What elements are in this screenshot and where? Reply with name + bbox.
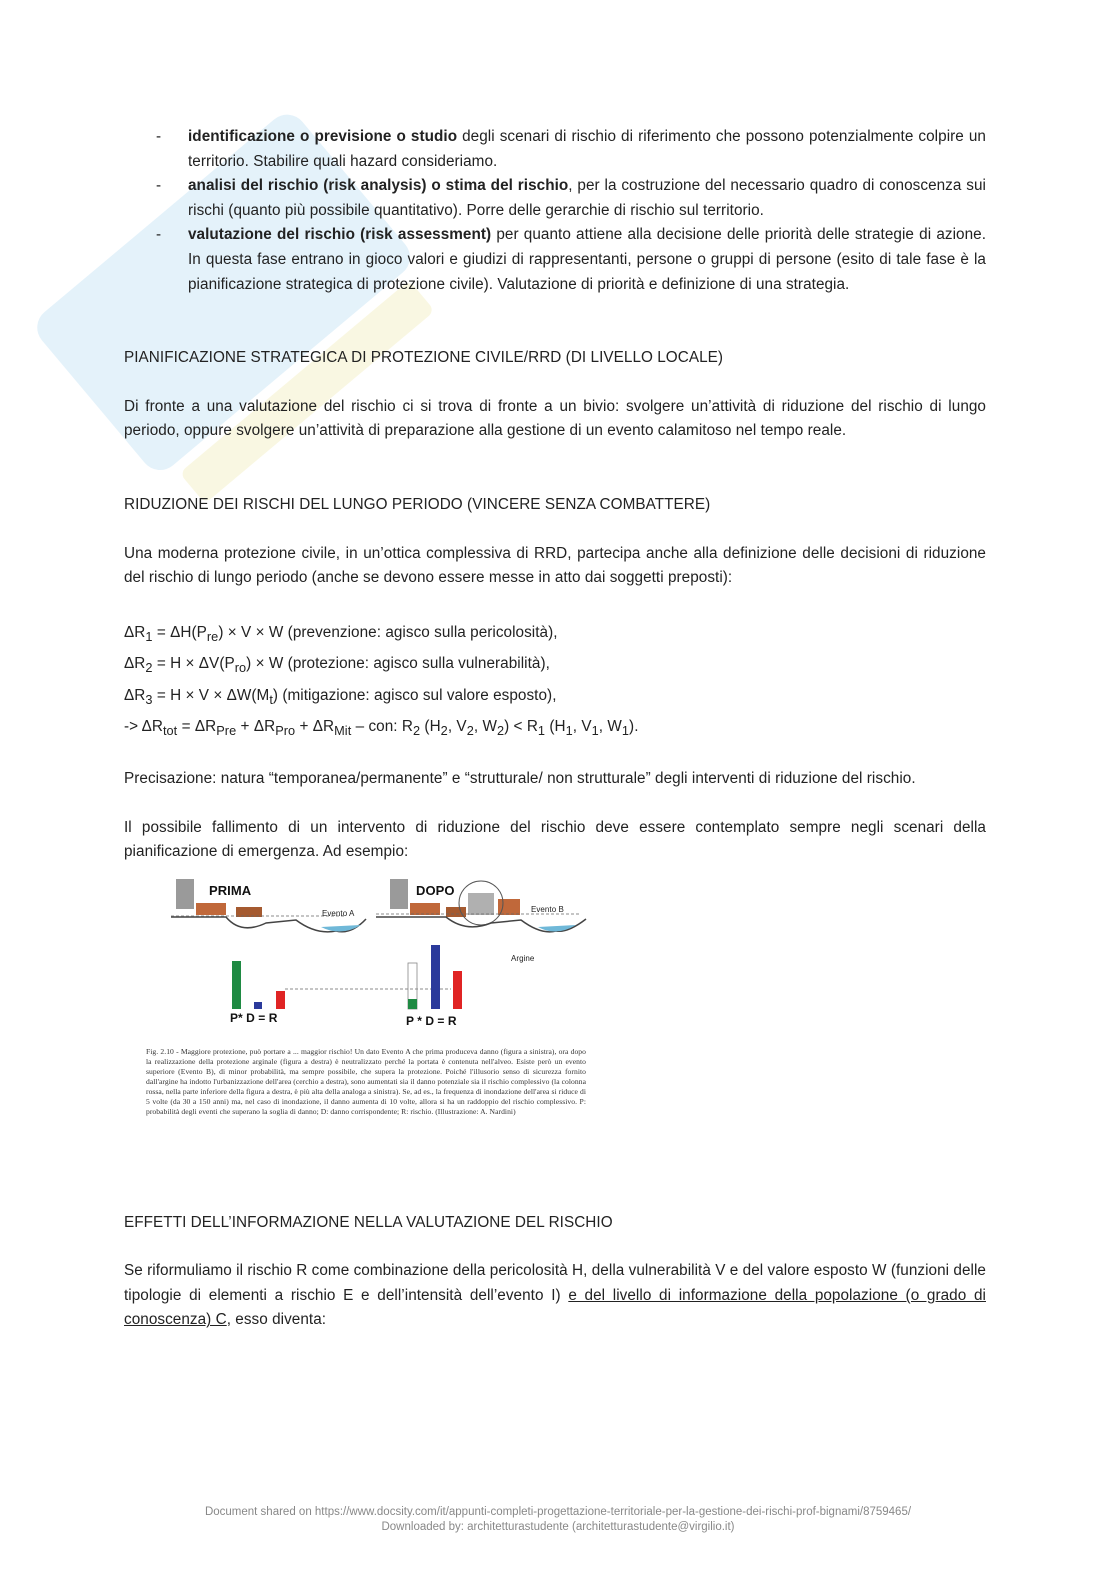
house-icon	[196, 903, 226, 915]
bullet-dash: -	[156, 226, 162, 244]
formula-protezione: $\Delta R_2 = H \times \Delta V(P_{ro}) \times W$ (protezione: agisco sulla vulnerabilità),	[124, 655, 550, 676]
formula-mitigazione: $\Delta R_3 = H \times V \times \Delta W(M_t)$ (mitigazione: agisco sul valore esposto),	[124, 686, 557, 707]
formula-block	[124, 619, 986, 745]
section-heading-pianificazione: PIANIFICAZIONE STRATEGICA DI PROTEZIONE CIVILE/RRD (DI LIVELLO LOCALE)	[124, 349, 724, 367]
bar-r-dopo	[453, 971, 462, 1009]
figure-illustration	[146, 875, 636, 1047]
paragraph-riformuliamo: Se riformuliamo il rischio R come combinazione della pericolosità H, della vulnerabilità V e del valore esposto W (funzioni delle tipologie di elementi a rischio E e dell’intensità dell’evento I) e del livello di informazione della popolazione (o grado di conoscenza) C, esso diventa:	[124, 1262, 986, 1329]
factory-icon	[468, 893, 494, 915]
list-item-text: degli scenari di rischio di riferimento che possono potenzialmente colpire un territorio. Stabilire quali hazard consideriamo.	[188, 128, 986, 170]
section-heading-riduzione: RIDUZIONE DEI RISCHI DEL LUNGO PERIODO (VINCERE SENZA COMBATTERE)	[124, 495, 711, 513]
list-item	[124, 125, 986, 174]
formula-right: P * D = R	[406, 1013, 457, 1028]
label-dopo: DOPO	[416, 882, 455, 898]
house-icon	[236, 907, 262, 917]
house-icon	[410, 903, 440, 915]
footer-downloaded-by: Downloaded by: architetturastudente (architetturastudente@virgilio.it)	[381, 1521, 735, 1533]
bar-p-dopo	[408, 999, 417, 1009]
building-icon	[176, 879, 194, 909]
bar-d-prima	[254, 1002, 262, 1009]
figure-caption: Fig. 2.10 - Maggiore protezione, può portare a ... maggior rischio! Un dato Evento A che prima produceva danno (figura a sinistra), ora dopo la realizzazione della protezione arginale (figura a destra) è neutralizzato perché la portata è contenuta nell'alveo. Esiste però un evento superiore (Evento B), di minor probabilità, ma sempre possibile, che supera la protezione. Poiché l'illusorio senso di sicurezza fornito dall'argine ha indotto l'urbanizzazione dell'area (cerchio a destra), sono aumentati sia il danno potenziale sia il rischio complessivo (la colonna rossa, nella parte inferiore della figura a destra, è più alta della analoga a sinistra). Se, ad es., la frequenza di inondazione dell'area si riduce di 5 volte (da 30 a 150 anni) ma, nel caso di inondazione, il danno aumenta di 10 volte, allora si ha un raddoppio del rischio complessivo. P: probabilità degli eventi che superano la soglia di danno; D: danno corrispondente; R: rischio. (Illustrazione: A. Nardini)	[146, 1046, 586, 1116]
paragraph-precisazione: Precisazione: natura “temporanea/permanente” e “strutturale/ non strutturale” degli interventi di riduzione del rischio.	[124, 769, 916, 787]
bullet-dash: -	[156, 177, 162, 195]
formula-left: P* D = R	[230, 1010, 278, 1025]
paragraph-bivio: Di fronte a una valutazione del rischio ci si trova di fronte a un bivio: svolgere un’attività di riduzione del rischio di lungo periodo, oppure svolgere un’attività di preparazione alla gestione di un evento calamitoso nel tempo reale.	[124, 397, 986, 440]
label-evento-a: Evento A	[322, 908, 355, 918]
formula-prevenzione: $\Delta R_1 = \Delta H(P_{re}) \times V \times W$ (prevenzione: agisco sulla pericolosità),	[124, 623, 558, 644]
risk-process-list	[124, 125, 986, 297]
list-item-bold: identificazione o previsione o studio	[188, 128, 458, 145]
list-item	[124, 174, 986, 223]
formula-totale: -> $\Delta R_{tot} = \Delta R_{Pre} + \Delta R_{Pro} + \Delta R_{Mit}$ – con: $R_2$ ($H_2$, $V_2$, $W_2) < R_1$ ($H_1$, $V_1$, $W_1$).	[124, 718, 639, 739]
bar-d-dopo	[431, 945, 440, 1009]
label-prima: PRIMA	[209, 882, 252, 898]
section-heading-effetti: EFFETTI DELL’INFORMAZIONE NELLA VALUTAZIONE DEL RISCHIO	[124, 1213, 613, 1231]
label-argine: Argine	[511, 953, 535, 963]
building-icon	[390, 879, 408, 909]
bar-r-prima	[276, 991, 285, 1009]
page-content	[124, 125, 986, 1333]
underlined-text: e del livello di informazione della popolazione (o grado di conoscenza) C	[124, 1286, 986, 1329]
list-item-bold: valutazione del rischio (risk assessment)	[188, 226, 492, 244]
page-footer	[0, 1505, 1116, 1535]
label-evento-b: Evento B	[531, 904, 564, 914]
bullet-dash: -	[156, 128, 162, 145]
footer-shared-link: Document shared on https://www.docsity.com/it/appunti-completi-progettazione-territoriale-per-la-gestione-dei-rischi-prof-bignami/8759465/	[204, 1506, 912, 1518]
list-item-text: , per la costruzione del necessario quadro di conoscenza sui rischi (quanto più possibile quantitativo). Porre delle gerarchie di rischio sul territorio.	[188, 177, 986, 219]
figure-prima-dopo	[146, 875, 636, 1135]
list-item	[124, 223, 986, 297]
bar-p-prima	[232, 961, 241, 1009]
paragraph-moderna-protezione: Una moderna protezione civile, in un’ottica complessiva di RRD, partecipa anche alla definizione delle decisioni di riduzione del rischio di lungo periodo (anche se devono essere messe in atto dai soggetti preposti):	[124, 544, 986, 587]
list-item-bold: analisi del rischio (risk analysis) o stima del rischio	[188, 177, 569, 195]
list-item-text: per quanto attiene alla decisione delle priorità delle strategie di azione. In questa fase entrano in gioco valori e giudizi di rappresentanti, persone o gruppi di persone (esito di tale fase è la pianificazione strategica di protezione civile). Valutazione di priorità e definizione di una strategia.	[188, 226, 986, 293]
paragraph-fallimento: Il possibile fallimento di un intervento di riduzione del rischio deve essere contemplato sempre negli scenari della pianificazione di emergenza. Ad esempio:	[124, 818, 986, 861]
